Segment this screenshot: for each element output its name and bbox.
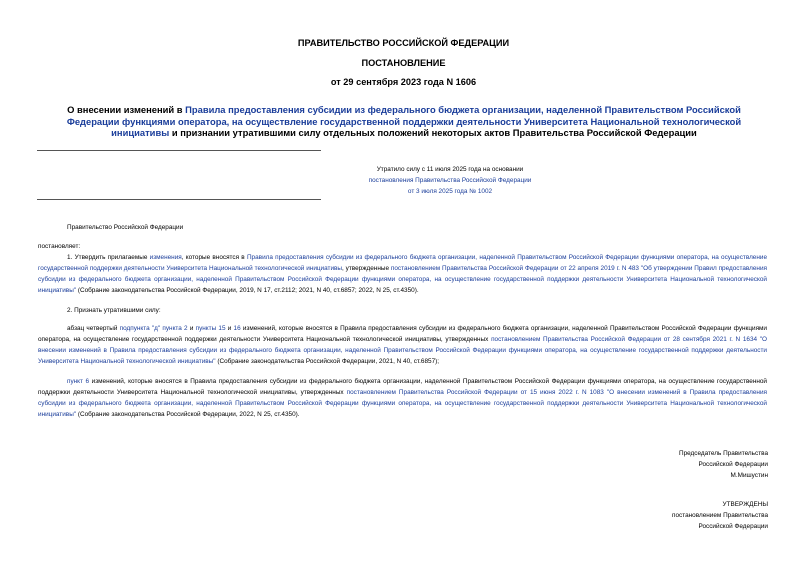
item-1-paragraph bbox=[38, 253, 767, 297]
para-a-text-5: (Собрание законодательства Российской Федерации, 2021, N 40, ст.6857); bbox=[215, 357, 440, 365]
title-rules-link[interactable]: Правила предоставления субсидии из федерального бюджета организации, наделенной Правительством Российской Федерации функциями оператора, на осуществление государственной поддержки деятельности Университета Национальной технологической инициативы bbox=[66, 104, 742, 139]
signature-block bbox=[679, 449, 768, 482]
approved-by-decree: постановлением Правительства bbox=[672, 511, 768, 519]
subpoint-d-link[interactable]: подпункта "д" пункта 2 bbox=[119, 325, 188, 332]
para-b-text-2: (Собрание законодательства Российской Федерации, 2022, N 25, ст.4350). bbox=[76, 410, 300, 418]
status-note-decree-date-link[interactable]: от 3 июля 2025 года № 1002 bbox=[407, 188, 493, 196]
status-note-line1: Утратило силу с 11 июля 2025 года на основании bbox=[376, 166, 524, 173]
decrees-word: постановляет: bbox=[38, 243, 81, 250]
item-2-heading: 2. Признать утратившими силу: bbox=[67, 307, 161, 314]
approved-block bbox=[672, 500, 768, 533]
document-date-number: от 29 сентября 2023 года N 1606 bbox=[330, 77, 477, 87]
decree-483-link[interactable]: постановлением Правительства Российской Федерации от 22 апреля 2019 г. N 483 "Об утверждении Правил предоставления субсидии из федерального бюджета организации, наделенной Правительством Российской Федерации функциями оператора, на осуществление государственной поддержки деятельности Университета Национальной технологической инициативы" bbox=[38, 264, 767, 294]
item-1-text-2: , которые вносятся в bbox=[181, 254, 247, 261]
bottom-divider bbox=[37, 199, 321, 200]
para-a-text-2: и bbox=[187, 325, 196, 332]
item-1-text-3: , утвержденные bbox=[342, 264, 391, 272]
paragraph-a bbox=[38, 324, 767, 368]
approved-heading: УТВЕРЖДЕНЫ bbox=[722, 501, 768, 508]
document-title bbox=[48, 104, 760, 139]
decree-1083-link[interactable]: постановлением Правительства Российской Федерации от 15 июня 2022 г. N 1083 "О внесении изменений в Правила предоставления субсидии из федерального бюджета организации, наделенной Правительством Российской Федерации функциями оператора, на осуществление государственной поддержки деятельности Университета Национальной технологической инициативы" bbox=[38, 388, 767, 418]
approved-organization: Российской Федерации bbox=[698, 522, 768, 530]
item-1-text-1: 1. Утвердить прилагаемые bbox=[67, 254, 150, 261]
signature-position: Председатель Правительства bbox=[679, 450, 768, 457]
rules-link[interactable]: Правила предоставления субсидии из федерального бюджета организации, наделенной Правительством Российской Федерации функциями оператора, на осуществление государственной поддержки деятельности Университета Национальной технологической инициативы bbox=[38, 254, 768, 272]
para-a-text-4: изменений, которые вносятся в Правила предоставления субсидии из федерального бюджета организации, наделенной Правительством Российской Федерации функциями оператора, на осуществление государственной поддержки деятельности Университета Национальной технологической инициативы, утвержденных bbox=[38, 325, 767, 343]
item-1-text-4: (Собрание законодательства Российской Федерации, 2019, N 17, ст.2112; 2021, N 40, ст.6857; 2022, N 25, ст.4350). bbox=[76, 286, 419, 294]
title-suffix: и признании утратившими силу отдельных положений некоторых актов Правительства Российской Федерации bbox=[169, 127, 697, 139]
status-note bbox=[300, 164, 600, 198]
document-type: ПОСТАНОВЛЕНИЕ bbox=[361, 58, 446, 68]
top-divider bbox=[37, 150, 321, 151]
status-note-decree-link[interactable]: постановления Правительства Российской Федерации bbox=[368, 177, 532, 185]
decree-1634-link[interactable]: постановлением Правительства Российской Федерации от 28 сентября 2021 г. N 1634 "О внесении изменений в Правила предоставления субсидии из федерального бюджета организации, наделенной Правительством Российской Федерации функциями оператора, на осуществление государственной поддержки деятельности Университета Национальной технологической инициативы" bbox=[38, 335, 768, 365]
point-16-link[interactable]: 16 bbox=[233, 325, 241, 332]
paragraph-b bbox=[38, 377, 767, 421]
para-a-text-3: и bbox=[225, 325, 234, 332]
para-a-text-1: абзац четвертый bbox=[67, 325, 120, 332]
government-heading: ПРАВИТЕЛЬСТВО РОССИЙСКОЙ ФЕДЕРАЦИИ bbox=[297, 38, 510, 48]
points-15-link[interactable]: пункты 15 bbox=[195, 325, 226, 332]
changes-link[interactable]: изменения bbox=[149, 254, 182, 261]
issuer: Правительство Российской Федерации bbox=[67, 224, 184, 231]
signature-organization: Российской Федерации bbox=[698, 460, 768, 468]
para-b-text-1: изменений, которые вносятся в Правила предоставления субсидии из федерального бюджета организации, наделенной Правительством Российской Федерации функциями оператора, на осуществление государственной поддержки деятельности Университета Национальной технологической инициативы, утвержденных bbox=[38, 378, 768, 396]
signature-name: М.Мишустин bbox=[730, 471, 768, 479]
title-prefix: О внесении изменений в bbox=[67, 104, 186, 115]
point-6-link[interactable]: пункт 6 bbox=[67, 378, 90, 385]
